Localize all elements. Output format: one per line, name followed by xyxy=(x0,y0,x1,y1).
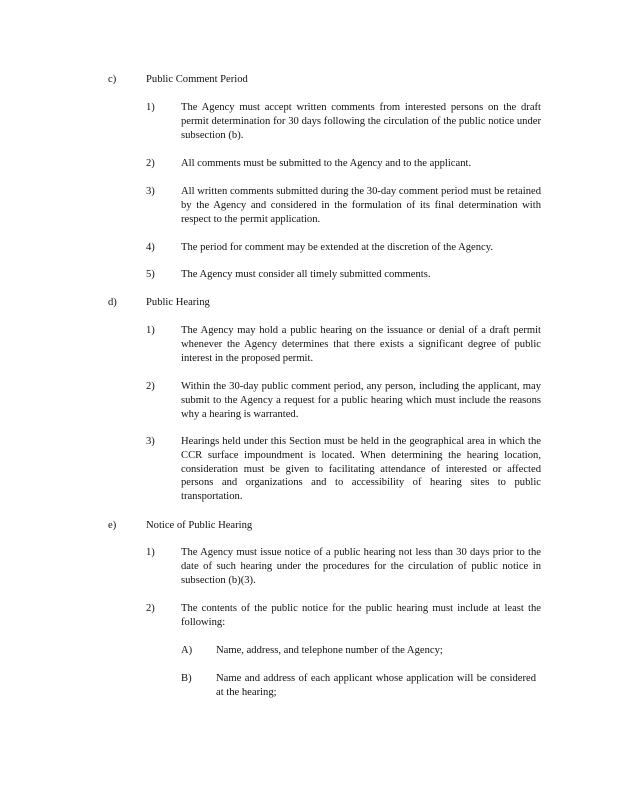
item-text: All comments must be submitted to the Agency and to the applicant. xyxy=(181,158,472,169)
subitem-text: Name, address, and telephone number of the Agency; xyxy=(216,645,443,656)
section-title-e: Notice of Public Hearing xyxy=(146,520,253,531)
section-letter-d: d) xyxy=(108,297,117,308)
subitem-number: A) xyxy=(181,645,193,656)
item-text: Hearings held under this Section must be held in the geographical area in which the CCR surface impoundment is located. When determining the hearing location, consideration must be given to facilitating attendance of interested or affected persons and organizations and to accessibility of hearing sites to public transportation. xyxy=(181,436,541,503)
section-title-c: Public Comment Period xyxy=(146,74,248,85)
item-text: The Agency must consider all timely submitted comments. xyxy=(181,269,431,280)
item-number: 3) xyxy=(146,186,155,197)
section-letter-c: c) xyxy=(108,74,117,85)
item-text: The Agency must issue notice of a public hearing not less than 30 days prior to the date of such hearing under the procedures for the circulation of public notice in subsection (b)(3). xyxy=(181,547,541,586)
item-number: 1) xyxy=(146,325,155,336)
item-number: 2) xyxy=(146,158,155,169)
item-text: The Agency must accept written comments from interested persons on the draft permit determination for 30 days following the circulation of the public notice under subsection (b). xyxy=(181,102,541,141)
item-number: 3) xyxy=(146,436,155,447)
item-number: 2) xyxy=(146,381,155,392)
item-number: 1) xyxy=(146,102,155,113)
section-letter-e: e) xyxy=(108,520,117,531)
subitem-number: B) xyxy=(181,673,192,684)
subitem-text: Name and address of each applicant whose application will be considered at the hearing; xyxy=(216,673,536,698)
item-text: The period for comment may be extended at the discretion of the Agency. xyxy=(181,242,494,253)
item-text: The Agency may hold a public hearing on the issuance or denial of a draft permit whenever the Agency determines that there exists a significant degree of public interest in the proposed permit. xyxy=(181,325,541,364)
item-number: 1) xyxy=(146,547,155,558)
item-text: Within the 30-day public comment period, any person, including the applicant, may submit to the Agency a request for a public hearing which must include the reasons why a hearing is warranted. xyxy=(181,381,541,420)
section-title-d: Public Hearing xyxy=(146,297,210,308)
item-number: 4) xyxy=(146,242,155,253)
item-text: The contents of the public notice for the public hearing must include at least the following: xyxy=(181,603,541,628)
item-number: 2) xyxy=(146,603,155,614)
item-text: All written comments submitted during the 30-day comment period must be retained by the Agency and considered in the formulation of its final determination with respect to the permit application. xyxy=(181,186,541,225)
item-number: 5) xyxy=(146,269,155,280)
